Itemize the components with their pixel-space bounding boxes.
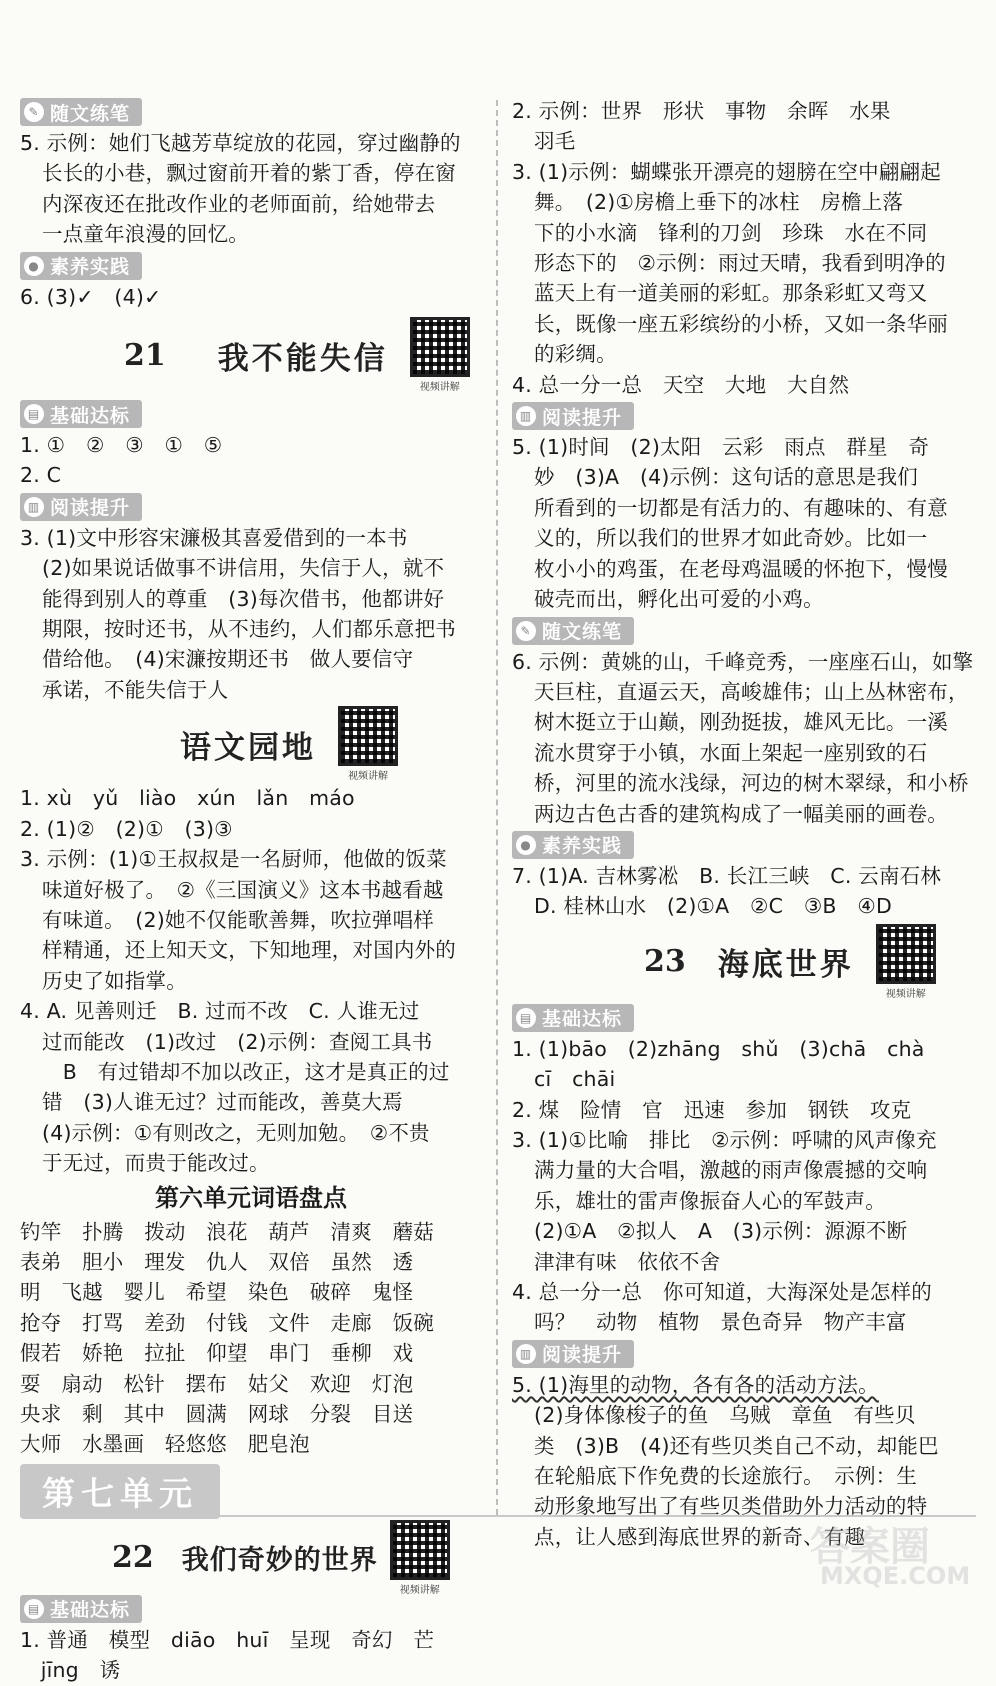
qr-code[interactable]: 视频讲解 bbox=[410, 317, 470, 393]
word-line: 假若 娇艳 拉扯 仰望 串门 垂柳 戏 bbox=[20, 1341, 414, 1366]
section-tag: ▤ 基础达标 bbox=[20, 400, 142, 428]
answer-line: 在轮船底下作免费的长途旅行。 示例：生 bbox=[534, 1464, 918, 1489]
word-list-title: 第六单元词语盘点 bbox=[155, 1183, 347, 1212]
answer-line: 承诺，不能失信于人 bbox=[42, 677, 229, 702]
open-book-icon: ▥ bbox=[516, 406, 536, 426]
word-line: 大师 水墨画 轻悠悠 肥皂泡 bbox=[20, 1432, 310, 1457]
answer-line: 有味道。 (2)她不仅能歌善舞，吹拉弹唱样 bbox=[42, 907, 434, 932]
lesson-number: 23 bbox=[644, 944, 686, 980]
column-divider bbox=[496, 100, 498, 1515]
answer-line: 羽毛 bbox=[534, 129, 576, 154]
lesson-name: 我们奇妙的世界 bbox=[181, 1545, 378, 1577]
qr-code-icon bbox=[390, 1520, 450, 1580]
lesson-name: 我不能失信 bbox=[217, 340, 388, 377]
answer-line: (2)①A ②拟人 A (3)示例：源源不断 bbox=[534, 1219, 908, 1244]
answer-line: 2. C bbox=[20, 463, 62, 488]
answer-line: 的彩绸。 bbox=[534, 342, 617, 367]
bulb-icon: ● bbox=[516, 835, 536, 855]
answer-line: 4. 总一分一总 你可知道，大海深处是怎样的 bbox=[512, 1280, 932, 1304]
answer-line: (2)如果说话做事不讲信用，失信于人，就不 bbox=[42, 556, 445, 581]
pencil-icon: ✎ bbox=[516, 621, 536, 641]
answer-line: 2. 煤 险情 官 迅速 参加 钢铁 攻克 bbox=[512, 1097, 912, 1122]
answer-line: 7. (1)A. 吉林雾凇 B. 长江三峡 C. 云南石林 bbox=[512, 863, 942, 888]
answer-line: 3. (1)文中形容宋濂极其喜爱借到的一本书 bbox=[20, 525, 408, 550]
qr-code[interactable]: 视频讲解 bbox=[338, 706, 398, 782]
answer-line: (4)示例：①有则改之，无则加勉。 ②不贵 bbox=[42, 1120, 430, 1145]
word-line: 央求 剩 其中 圆满 网球 分裂 目送 bbox=[20, 1402, 414, 1426]
lesson-number: 22 bbox=[112, 1540, 154, 1576]
answer-line: 5. (1)海里的动物，各有各的活动方法。 bbox=[512, 1372, 879, 1397]
answer-line: 类 (3)B (4)还有些贝类自己不动，却能巴 bbox=[534, 1433, 939, 1458]
answer-line: 长长的小巷，飘过窗前开着的紫丁香，停在窗 bbox=[42, 161, 456, 186]
answer-line: 一点童年浪漫的回忆。 bbox=[42, 222, 249, 247]
answer-line: (2)身体像梭子的鱼 乌贼 章鱼 有些贝 bbox=[534, 1403, 916, 1428]
answer-line: 错 (3)人谁无过？过而能改，善莫大焉 bbox=[42, 1090, 403, 1115]
section-tag: ▥ 阅读提升 bbox=[512, 1340, 634, 1368]
answer-line: 形态下的 ②示例：雨过天晴，我看到明净的 bbox=[534, 251, 946, 276]
watermark-url: MXQE.COM bbox=[820, 1562, 971, 1590]
answer-line: 味道好极了。 ②《三国演义》这本书越看越 bbox=[42, 877, 444, 902]
answer-line: 于无过，而贵于能改过。 bbox=[42, 1151, 270, 1176]
section-tag: ● 素养实践 bbox=[512, 831, 634, 859]
answer-line: 2. 示例：世界 形状 事物 余晖 水果 bbox=[512, 99, 891, 123]
qr-code-icon bbox=[410, 317, 470, 377]
section-tag: ✎ 随文练笔 bbox=[20, 98, 142, 126]
word-line: 耍 扇动 松针 摆布 姑父 欢迎 灯泡 bbox=[20, 1371, 414, 1396]
answer-line: 动形象地写出了有些贝类借助外力活动的特 bbox=[534, 1494, 928, 1519]
qr-code-icon bbox=[876, 924, 936, 984]
answer-line: 桥，河里的流水浅绿，河边的树木翠绿，和小桥 bbox=[534, 771, 969, 796]
pencil-icon: ✎ bbox=[24, 102, 44, 122]
answer-line: 妙 (3)A (4)示例：这句话的意思是我们 bbox=[534, 465, 918, 490]
answer-line: D. 桂林山水 (2)①A ②C ③B ④D bbox=[534, 894, 892, 919]
lesson-title bbox=[20, 312, 482, 398]
left-column bbox=[20, 96, 482, 1686]
answer-line: 5. 示例：她们飞越芳草绽放的花园，穿过幽静的 bbox=[20, 131, 461, 155]
answer-line: 破壳而出，孵化出可爱的小鸡。 bbox=[534, 587, 824, 612]
open-book-icon: ▥ bbox=[516, 1344, 536, 1364]
answer-line: 两边古色古香的建筑构成了一幅美丽的画卷。 bbox=[534, 801, 948, 826]
answer-line: 所看到的一切都是有活力的、有趣味的、有意 bbox=[534, 495, 948, 520]
answer-line: 过而能改 (1)改过 (2)示例：查阅工具书 bbox=[42, 1029, 433, 1054]
answer-line: 借给他。 (4)宋濂按期还书 做人要信守 bbox=[42, 647, 414, 672]
book-icon: ▤ bbox=[24, 404, 44, 424]
answer-line: 3. (1)示例：蝴蝶张开漂亮的翅膀在空中翩翩起 bbox=[512, 159, 941, 184]
answer-line: 5. (1)时间 (2)太阳 云彩 雨点 群星 奇 bbox=[512, 435, 930, 460]
answer-line: 蓝天上有一道美丽的彩虹。那条彩虹又弯又 bbox=[534, 281, 928, 306]
answer-line: 能得到别人的尊重 (3)每次借书，他都讲好 bbox=[42, 586, 445, 611]
answer-line: 点，让人感到海底世界的新奇、有趣 bbox=[534, 1524, 866, 1549]
answer-line: 1. 普通 模型 diāo huī 呈现 奇幻 芒 bbox=[20, 1627, 435, 1652]
answer-line: 树木挺立于山巅，刚劲挺拔，雄风无比。一溪 bbox=[534, 710, 948, 735]
bulb-icon: ● bbox=[24, 256, 44, 276]
answer-line: 枚小小的鸡蛋，在老母鸡温暖的怀抱下，慢慢 bbox=[534, 556, 948, 581]
answer-line: 历史了如指掌。 bbox=[42, 968, 187, 993]
lesson-title bbox=[512, 922, 980, 1002]
answer-line: 期限，按时还书，从不违约，人们都乐意把书 bbox=[42, 617, 456, 642]
answer-line: 吗？ 动物 植物 景色奇异 物产丰富 bbox=[534, 1310, 907, 1335]
word-line: 抢夺 打骂 差劲 付钱 文件 走廊 饭碗 bbox=[20, 1310, 434, 1335]
qr-code-icon bbox=[338, 706, 398, 766]
lesson-title bbox=[20, 1523, 482, 1596]
answer-line: 1. ① ② ③ ① ⑤ bbox=[20, 433, 223, 458]
open-book-icon: ▥ bbox=[24, 497, 44, 517]
answer-line: 4. 总一分一总 天空 大地 大自然 bbox=[512, 372, 850, 397]
answer-line: 3. 示例：(1)①王叔叔是一名厨师，他做的饭菜 bbox=[20, 847, 447, 872]
answer-line: 下的小水滴 锋利的刀剑 珍珠 水在不同 bbox=[534, 220, 928, 245]
answer-line: 流水贯穿于小镇，水面上架起一座别致的石 bbox=[534, 740, 928, 765]
answer-line: 天巨柱，直逼云天，高峻雄伟；山上丛林密布， bbox=[534, 679, 969, 704]
section-tag: ▥ 阅读提升 bbox=[512, 402, 634, 430]
book-icon: ▤ bbox=[24, 1599, 44, 1619]
answer-line: 舞。 (2)①房檐上垂下的冰柱 房檐上落 bbox=[534, 190, 904, 215]
section-tag: ▤ 基础达标 bbox=[512, 1004, 634, 1032]
answer-line: 内深夜还在批改作业的老师面前，给她带去 bbox=[42, 191, 436, 216]
answer-line: 乐，雄壮的雷声像振奋人心的军鼓声。 bbox=[534, 1188, 886, 1213]
lesson-number: 21 bbox=[124, 337, 166, 373]
section-tag: ▥ 阅读提升 bbox=[20, 493, 142, 521]
answer-line: cī chāi bbox=[534, 1067, 616, 1092]
word-line: 表弟 胆小 理发 仇人 双倍 虽然 透 bbox=[20, 1249, 414, 1274]
answer-line: 3. (1)①比喻 排比 ②示例：呼啸的风声像充 bbox=[512, 1127, 937, 1152]
word-list bbox=[20, 1217, 482, 1460]
answer-line: 1. xù yǔ liào xún lǎn máo bbox=[20, 786, 355, 811]
qr-code[interactable]: 视频讲解 bbox=[876, 924, 936, 1000]
answer-block bbox=[20, 128, 482, 250]
lesson-name: 海底世界 bbox=[717, 947, 854, 984]
answer-line: 4. A. 见善则迁 B. 过而不改 C. 人谁无过 bbox=[20, 999, 420, 1024]
answer-line: 津津有味 依依不舍 bbox=[534, 1249, 721, 1274]
section-tag: ● 素养实践 bbox=[20, 252, 142, 280]
answer-line: B 有过错却不加以改正，这才是真正的过 bbox=[42, 1059, 450, 1084]
answer-line: 2. (1)② (2)① (3)③ bbox=[20, 816, 233, 841]
answer-line: 样精通，还上知天文，下知地理，对国内外的 bbox=[42, 938, 456, 963]
answer-line: 长，既像一座五彩缤纷的小桥，又如一条华丽 bbox=[534, 311, 948, 336]
qr-code[interactable]: 视频讲解 bbox=[390, 1520, 450, 1596]
garden-title: 语文园地 bbox=[180, 729, 316, 766]
answer-line: 义的，所以我们的世界才如此奇妙。比如一 bbox=[534, 526, 928, 551]
answer-line: 满力量的大合唱，激越的雨声像震撼的交响 bbox=[534, 1158, 928, 1183]
watermark-cn: 答案圈 bbox=[810, 1524, 930, 1570]
word-line: 钓竿 扑腾 拨动 浪花 葫芦 清爽 蘑菇 bbox=[20, 1219, 434, 1244]
section-tag: ▤ 基础达标 bbox=[20, 1595, 142, 1623]
section-title bbox=[20, 705, 482, 783]
unit-heading: 第七单元 bbox=[20, 1464, 220, 1519]
answer-line: 6. 示例：黄姚的山，千峰竞秀，一座座石山，如擎 bbox=[512, 649, 974, 674]
answer-line: 1. (1)bāo (2)zhāng shǔ (3)chā chà bbox=[512, 1036, 925, 1061]
section-tag: ✎ 随文练笔 bbox=[512, 617, 634, 645]
book-icon: ▤ bbox=[516, 1008, 536, 1028]
answer-line: 6. (3)✓ (4)✓ bbox=[20, 284, 162, 309]
answer-line: jīng 诱 bbox=[20, 1658, 121, 1683]
right-column bbox=[512, 96, 980, 1552]
word-line: 明 飞越 婴儿 希望 染色 破碎 鬼怪 bbox=[20, 1280, 414, 1305]
